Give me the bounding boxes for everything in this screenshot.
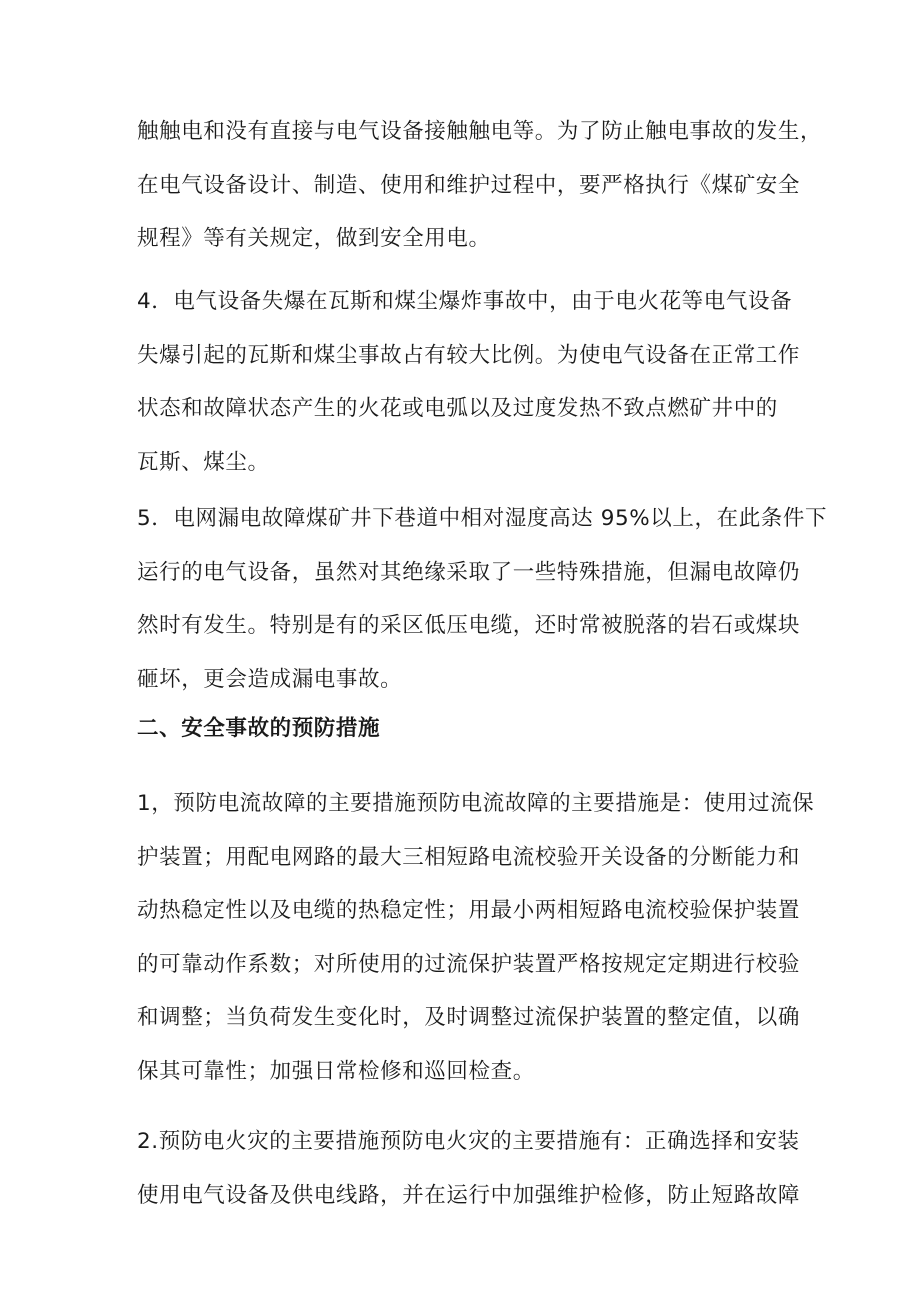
text-line: 触触电和没有直接与电气设备接触触电等。为了防止触电事故的发生， — [137, 119, 823, 144]
paragraph-leakage-fault — [137, 492, 828, 706]
section-heading: 二、安全事故的预防措施 — [137, 716, 381, 741]
text-line: 瓦斯、煤尘。 — [137, 449, 270, 475]
text-line: 和调整；当负荷发生变化时，及时调整过流保护装置的整定值，以确 — [137, 1005, 801, 1030]
text-line: 状态和故障状态产生的火花或电弧以及过度发热不致点燃矿井中的 — [137, 396, 778, 421]
paragraph-electric-shock-prevention — [137, 105, 823, 266]
text-line: 5．电网漏电故障煤矿井下巷道中相对湿度高达 95%以上，在此条件下 — [137, 506, 828, 531]
paragraph-current-fault-prevention — [137, 777, 817, 1098]
text-line: 1，预防电流故障的主要措施预防电流故障的主要措施是：使用过流保 — [137, 791, 815, 816]
text-line: 动热稳定性以及电缆的热稳定性；用最小两相短路电流校验保护装置 — [137, 898, 801, 923]
text-line: 在电气设备设计、制造、使用和维护过程中，要严格执行《煤矿安全 — [137, 172, 801, 198]
text-line: 运行的电气设备，虽然对其绝缘采取了一些特殊措施，但漏电故障仍 — [137, 559, 801, 585]
text-line: 2.预防电火灾的主要措施预防电火灾的主要措施有：正确选择和安装 — [137, 1129, 800, 1154]
text-line: 护装置；用配电网路的最大三相短路电流校验开关设备的分断能力和 — [137, 844, 801, 870]
text-line: 4．电气设备失爆在瓦斯和煤尘爆炸事故中，由于电火花等电气设备 — [137, 289, 793, 314]
text-line: 砸坏，更会造成漏电事故。 — [137, 666, 403, 692]
text-line: 失爆引起的瓦斯和煤尘事故占有较大比例。为使电气设备在正常工作 — [137, 342, 801, 368]
text-line: 规程》等有关规定，做到安全用电。 — [137, 226, 491, 251]
paragraph-explosion-proof-failure — [137, 275, 817, 489]
paragraph-electrical-fire-prevention — [137, 1115, 817, 1222]
text-line: 使用电气设备及供电线路，并在运行中加强维护检修，防止短路故障 — [137, 1182, 801, 1208]
text-line: 的可靠动作系数；对所使用的过流保护装置严格按规定定期进行校验 — [137, 951, 801, 977]
text-line: 保其可靠性；加强日常检修和巡回检查。 — [137, 1058, 535, 1084]
text-line: 然时有发生。特别是有的采区低压电缆，还时常被脱落的岩石或煤块 — [137, 613, 801, 638]
